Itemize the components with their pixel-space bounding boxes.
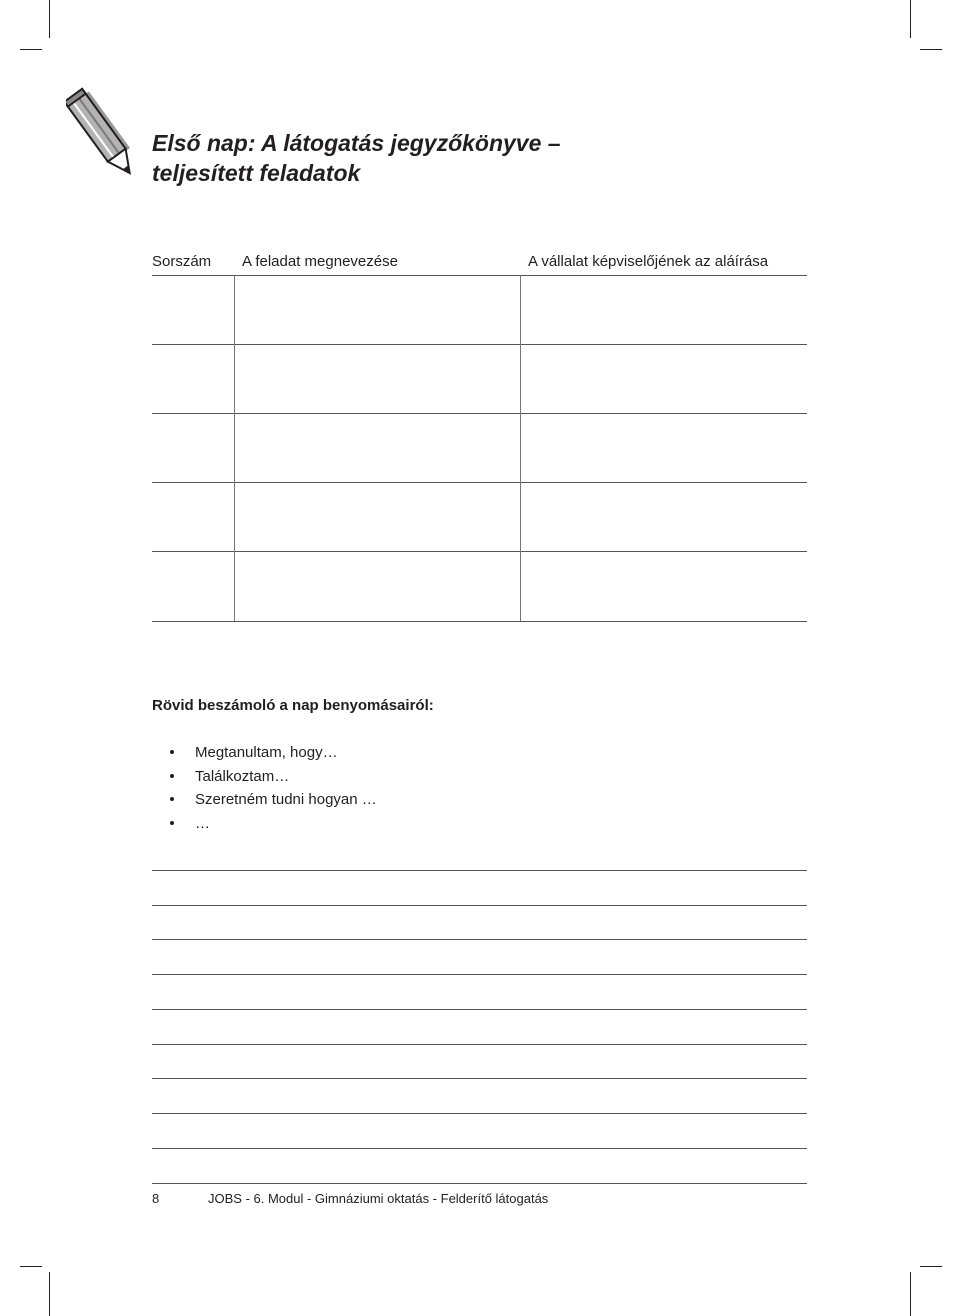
writing-line bbox=[152, 974, 807, 975]
writing-line bbox=[152, 1044, 807, 1045]
table-row-rule bbox=[152, 344, 807, 345]
table-bottom-rule bbox=[152, 621, 807, 622]
page-number: 8 bbox=[152, 1191, 160, 1206]
table-header-rule bbox=[152, 275, 807, 276]
header-task-name: A feladat megnevezése bbox=[242, 253, 398, 270]
page-title bbox=[152, 128, 561, 188]
table-row-rule bbox=[152, 413, 807, 414]
list-item: Találkoztam… bbox=[170, 765, 377, 789]
writing-line bbox=[152, 939, 807, 940]
list-item: Megtanultam, hogy… bbox=[170, 741, 377, 765]
title-line-2: teljesített feladatok bbox=[152, 160, 361, 186]
table-row-rule bbox=[152, 482, 807, 483]
writing-line bbox=[152, 1009, 807, 1010]
list-item: Szeretném tudni hogyan … bbox=[170, 788, 377, 812]
header-signature: A vállalat képviselőjének az aláírása bbox=[528, 253, 769, 270]
writing-line bbox=[152, 870, 807, 871]
footer-text: JOBS - 6. Modul - Gimnáziumi oktatás - Felderítő látogatás bbox=[208, 1191, 549, 1206]
bullet-icon bbox=[170, 821, 174, 825]
header-sorszam: Sorszám bbox=[152, 253, 212, 270]
writing-line bbox=[152, 1113, 807, 1114]
pencil-icon bbox=[66, 84, 146, 190]
title-line-1: Első nap: A látogatás jegyzőkönyve – bbox=[152, 130, 561, 156]
writing-line bbox=[152, 1078, 807, 1079]
list-item: … bbox=[170, 812, 377, 836]
table-row-rule bbox=[152, 551, 807, 552]
writing-line bbox=[152, 905, 807, 906]
prompt-list bbox=[170, 741, 377, 835]
table-column-rule bbox=[234, 275, 235, 621]
table-column-rule bbox=[520, 275, 521, 621]
bullet-icon bbox=[170, 774, 174, 778]
bullet-icon bbox=[170, 750, 174, 754]
report-subtitle: Rövid beszámoló a nap benyomásairól: bbox=[152, 697, 434, 714]
footer-rule bbox=[152, 1183, 807, 1184]
writing-line bbox=[152, 1148, 807, 1149]
bullet-icon bbox=[170, 797, 174, 801]
